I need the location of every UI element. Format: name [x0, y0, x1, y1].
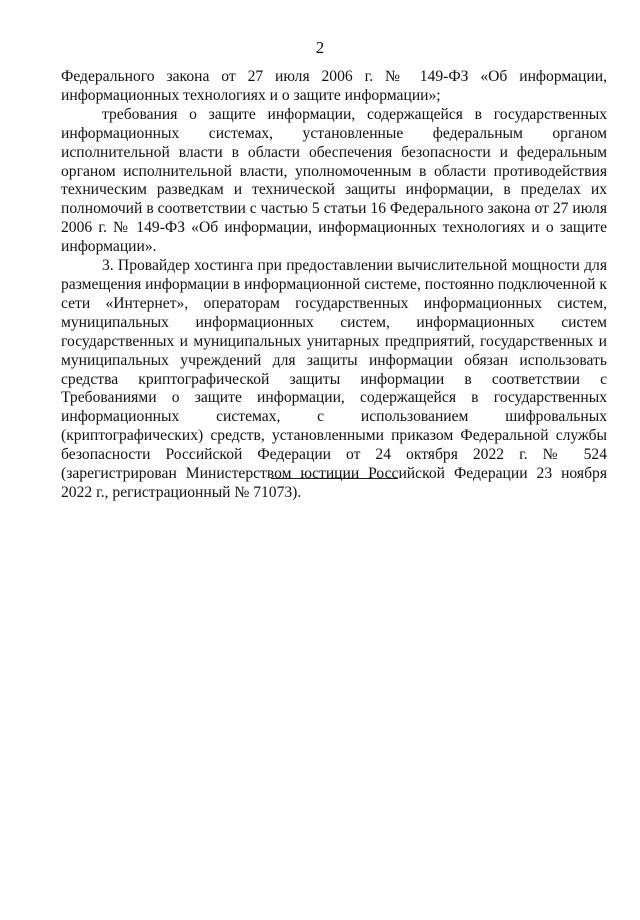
document-body: [61, 68, 607, 503]
paragraph-protection-requirements: требования о защите информации, содержащейся в государственных информационных системах, установленные федеральным органом исполнительной власти в области обеспечения безопасности и федеральным органом исполнительной власти, уполномоченным в области противодействия техническим разведкам и технической защиты информации, в пределах их полномочий в соответствии с частью 5 статьи 16 Федерального закона от 27 июля 2006 г. № 149-ФЗ «Об информации, информационных технологиях и о защите информации».: [61, 105, 607, 256]
end-of-text-divider: [271, 478, 398, 479]
paragraph-hosting-provider: 3. Провайдер хостинга при предоставлении вычислительной мощности для размещения информации в информационной системе, постоянно подключенной к сети «Интернет», операторам государственных информационных систем, муниципальных информационных систем, информационных систем государственных и муниципальных унитарных предприятий, государственных и муниципальных учреждений для защиты информации обязан использовать средства криптографической защиты информации в соответствии с Требованиями о защите информации, содержащейся в государственных информационных системах, с использованием шифровальных (криптографических) средств, установленными приказом Федеральной службы безопасности Российской Федерации от 24 октября 2022 г. № 524 (зарегистрирован Министерством юстиции Российской Федерации 23 ноября 2022 г., регистрационный № 71073).: [61, 257, 607, 501]
page-number: 2: [315, 38, 325, 57]
paragraph-law-reference: Федерального закона от 27 июля 2006 г. № 149-ФЗ «Об информации, информационных технологиях и о защите информации»;: [61, 68, 607, 104]
